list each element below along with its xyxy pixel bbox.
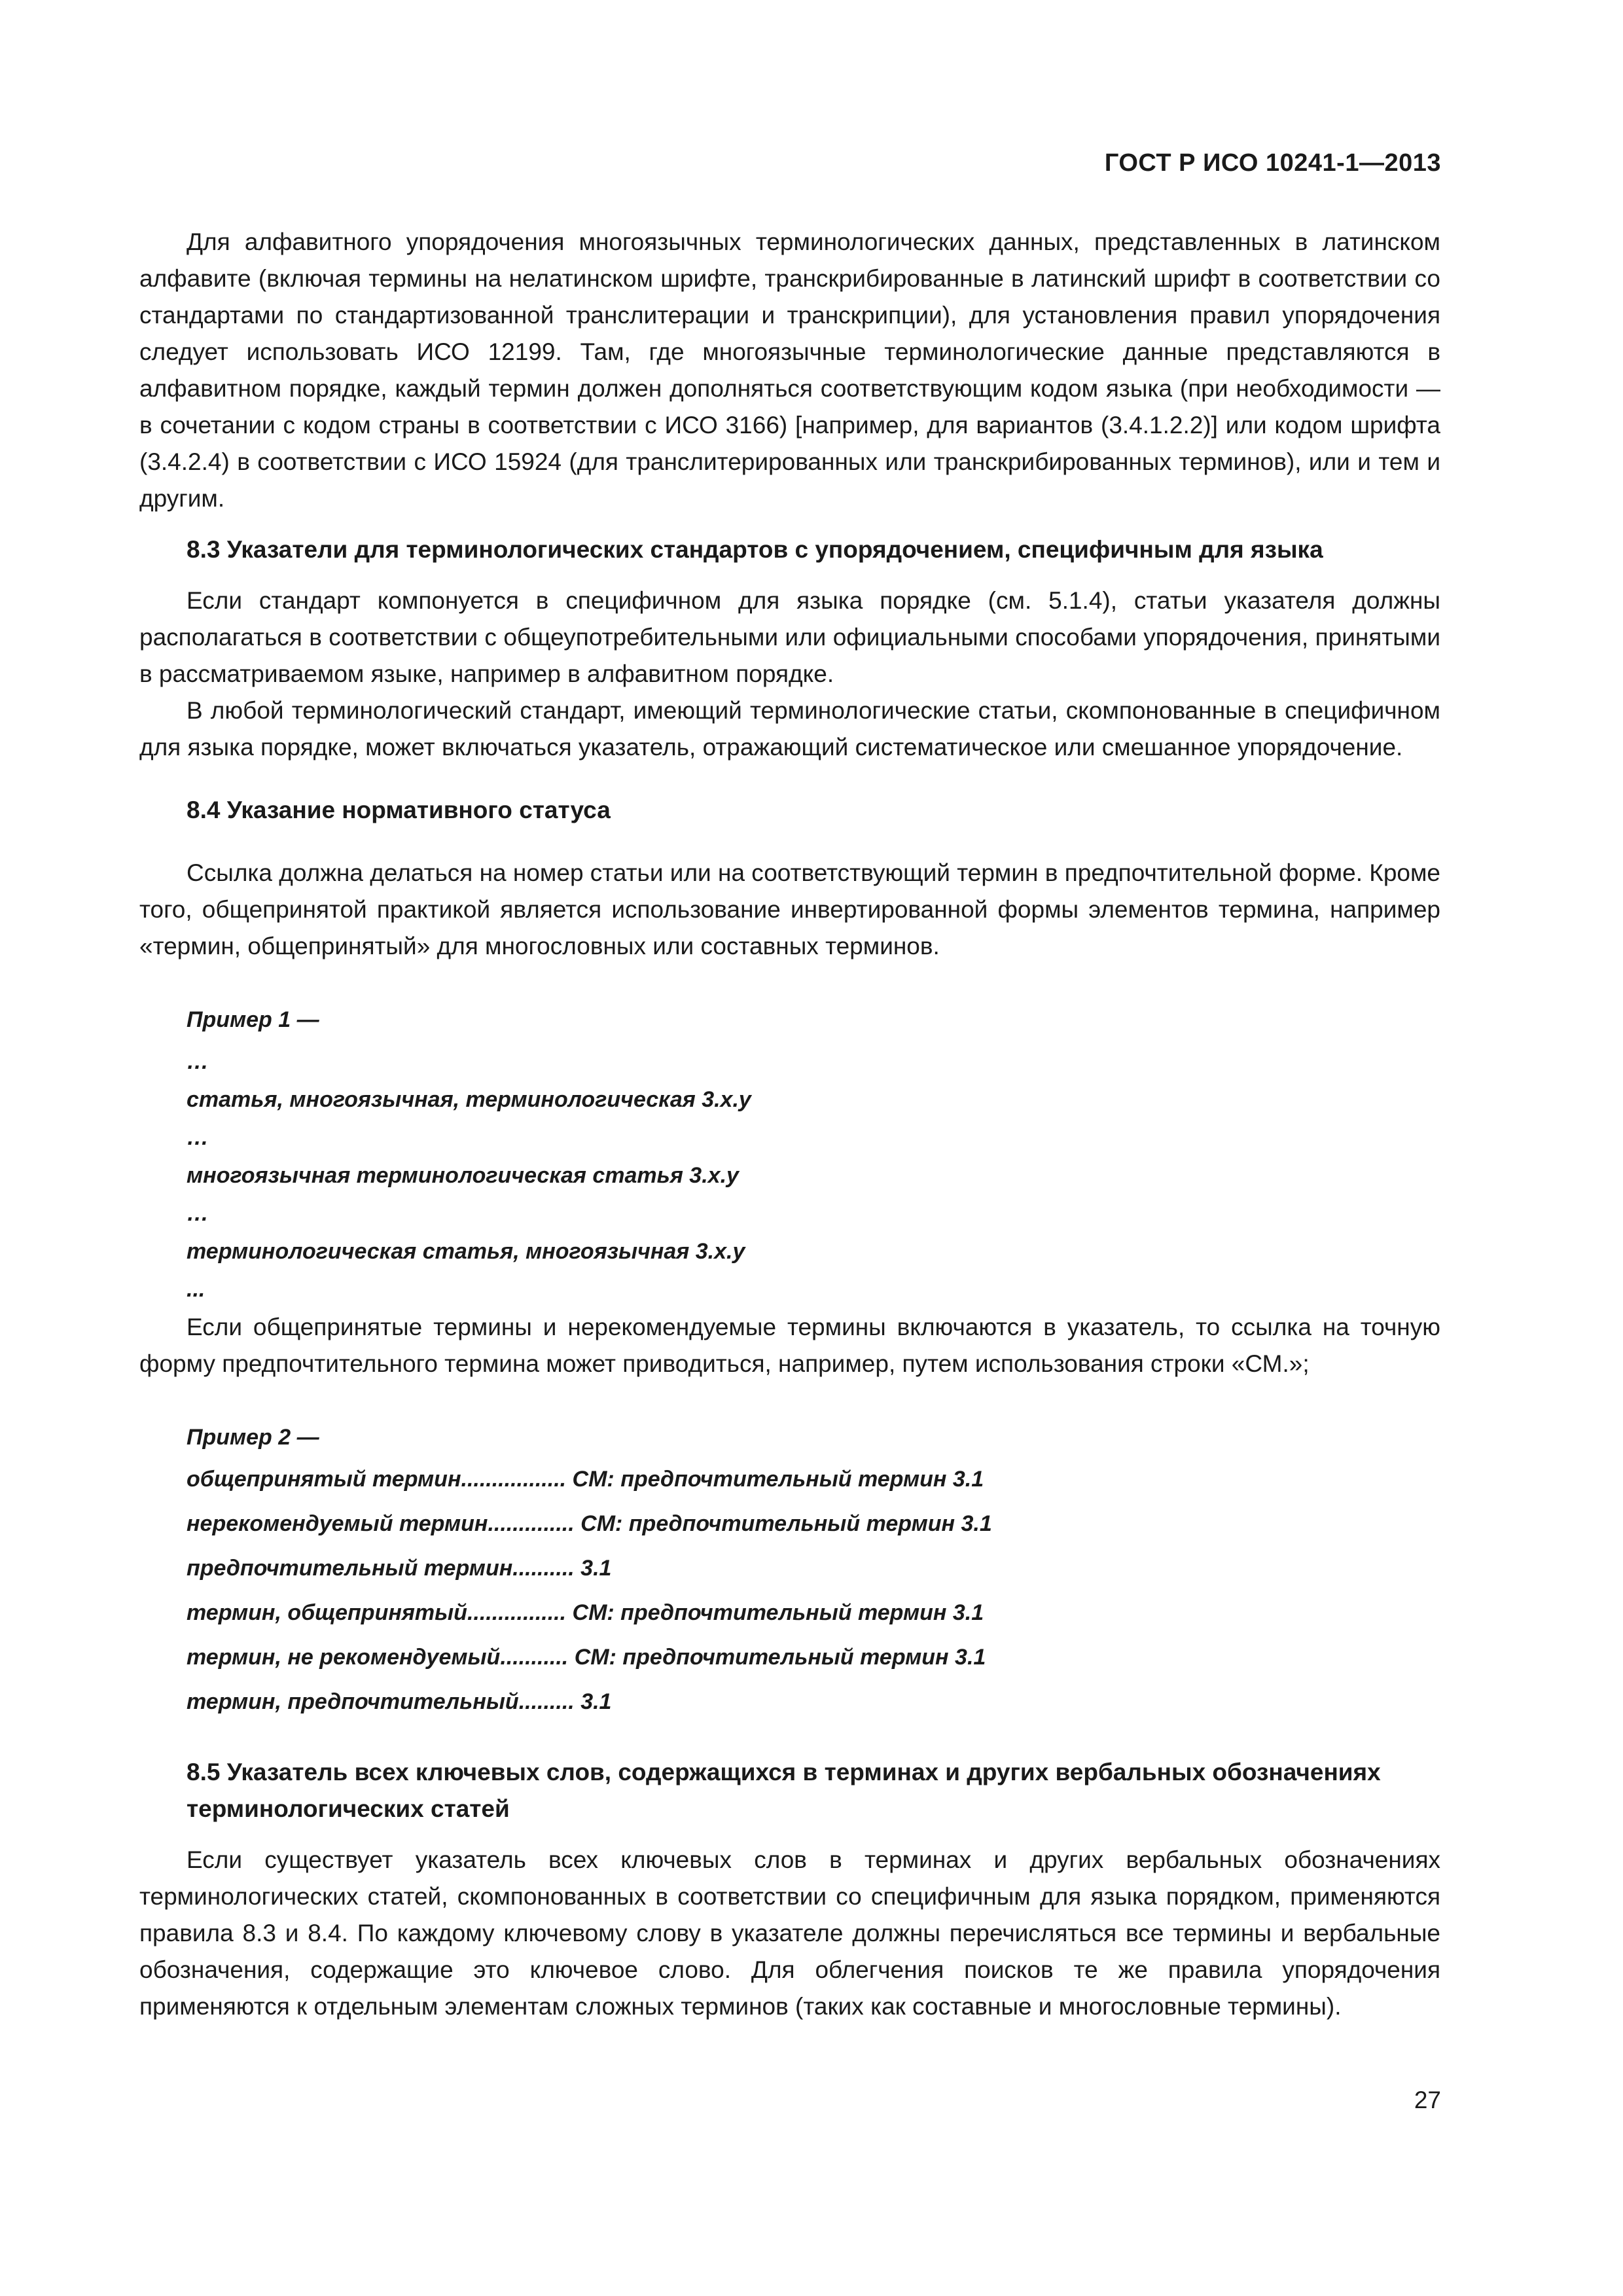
index-term: нерекомендуемый термин bbox=[187, 1511, 488, 1536]
example-1-line: многоязычная терминологическая статья 3.x.y bbox=[187, 1163, 739, 1188]
example-2-row bbox=[187, 1550, 1440, 1594]
example-1-line: … bbox=[187, 1201, 209, 1226]
example-1-line: … bbox=[187, 1049, 209, 1074]
section-8-4-paragraph-2: Если общепринятые термины и нерекомендуемые термины включаются в указатель, то ссылка на точную форму предпочтительного термина может приводиться, например, путем использования строки «СМ.»; bbox=[139, 1314, 1440, 1377]
page-content bbox=[139, 224, 1440, 2025]
index-term: предпочтительный термин bbox=[187, 1556, 513, 1581]
example-1-line: ... bbox=[187, 1277, 205, 1302]
example-2-row bbox=[187, 1594, 1440, 1639]
example-2 bbox=[139, 1419, 1440, 1728]
section-8-4-paragraph-1: Ссылка должна делаться на номер статьи или на соответствующий термин в предпочтительной форме. Кроме того, общепринятой практикой является использование инвертированной формы элементов термина, например «термин, общепринятый» для многословных или составных терминов. bbox=[139, 859, 1440, 960]
example-1-line: … bbox=[187, 1125, 209, 1150]
page-number: 27 bbox=[1414, 2087, 1441, 2113]
index-reference: СМ: предпочтительный термин 3.1 bbox=[574, 1645, 986, 1670]
example-1-line: статья, многоязычная, терминологическая 3.x.y bbox=[187, 1087, 751, 1112]
index-reference: 3.1 bbox=[580, 1689, 612, 1714]
section-heading-8-4: 8.4 Указание нормативного статуса bbox=[187, 797, 611, 823]
example-1-line: терминологическая статья, многоязычная 3.x.y bbox=[187, 1239, 745, 1264]
example-1 bbox=[139, 1001, 1440, 1309]
leader-dots: .............. bbox=[488, 1511, 575, 1536]
index-reference: СМ: предпочтительный термин 3.1 bbox=[572, 1467, 984, 1492]
intro-paragraph: Для алфавитного упорядочения многоязычных терминологических данных, представленных в латинском алфавите (включая термины на нелатинском шрифте, транскрибированные в латинский шрифт в соответствии со стандартами по стандартизованной транслитерации и транскрипции), для установления правил упорядочения следует использовать ИСО 12199. Там, где многоязычные терминологические данные представляются в алфавитном порядке, каждый термин должен дополняться соответствующим кодом языка (при необходимости — в сочетании с кодом страны в соответствии с ИСО 3166) [например, для вариантов (3.4.1.2.2)] или кодом шрифта (3.4.2.4) в соответствии с ИСО 15924 (для транслитерированных или транскрибированных терминов), или и тем и другим. bbox=[139, 228, 1440, 512]
section-heading-8-3: 8.3 Указатели для терминологических стандартов с упорядочением, специфичным для языка bbox=[187, 536, 1323, 563]
index-reference: 3.1 bbox=[580, 1556, 612, 1581]
index-term: термин, предпочтительный bbox=[187, 1689, 519, 1714]
section-8-5-paragraph-1: Если существует указатель всех ключевых слов в терминах и других вербальных обозначениях терминологических статей, скомпонованных в соответствии со специфичным для языка порядком, применяются правила 8.3 и 8.4. По каждому ключевому слову в указателе должны перечисляться все термины и вербальные обозначения, содержащие это ключевое слово. Для облегчения поисков те же правила упорядочения применяются к отдельным элементам сложных терминов (таких как составные и многословные термины). bbox=[139, 1846, 1440, 2020]
example-1-title: Пример 1 — bbox=[187, 1007, 319, 1032]
section-heading-8-5: 8.5 Указатель всех ключевых слов, содержащихся в терминах и других вербальных обозначениях терминологических статей bbox=[187, 1759, 1381, 1822]
leader-dots: .......... bbox=[512, 1556, 575, 1581]
index-reference: СМ: предпочтительный термин 3.1 bbox=[580, 1511, 992, 1536]
index-term: термин, не рекомендуемый bbox=[187, 1645, 501, 1670]
example-2-row bbox=[187, 1639, 1440, 1683]
example-2-title: Пример 2 — bbox=[187, 1425, 319, 1450]
section-8-3-paragraph-1: Если стандарт компонуется в специфичном для языка порядке (см. 5.1.4), статьи указателя должны располагаться в соответствии с общеупотребительными или официальными способами упорядочения, принятыми в рассматриваемом языке, например в алфавитном порядке. bbox=[139, 587, 1440, 687]
leader-dots: ................. bbox=[461, 1467, 567, 1492]
example-2-row bbox=[187, 1505, 1440, 1550]
example-2-row bbox=[187, 1683, 1440, 1728]
standard-header: ГОСТ Р ИСО 10241-1—2013 bbox=[1104, 149, 1441, 177]
index-reference: СМ: предпочтительный термин 3.1 bbox=[572, 1600, 984, 1625]
leader-dots: ................ bbox=[467, 1600, 567, 1625]
leader-dots: ......... bbox=[518, 1689, 575, 1714]
index-term: термин, общепринятый bbox=[187, 1600, 467, 1625]
section-8-3-paragraph-2: В любой терминологический стандарт, имеющий терминологические статьи, скомпонованные в специфичном для языка порядке, может включаться указатель, отражающий систематическое или смешанное упорядочение. bbox=[139, 697, 1440, 761]
leader-dots: ........... bbox=[500, 1645, 569, 1670]
index-term: общепринятый термин bbox=[187, 1467, 461, 1492]
example-2-row bbox=[187, 1461, 1440, 1505]
